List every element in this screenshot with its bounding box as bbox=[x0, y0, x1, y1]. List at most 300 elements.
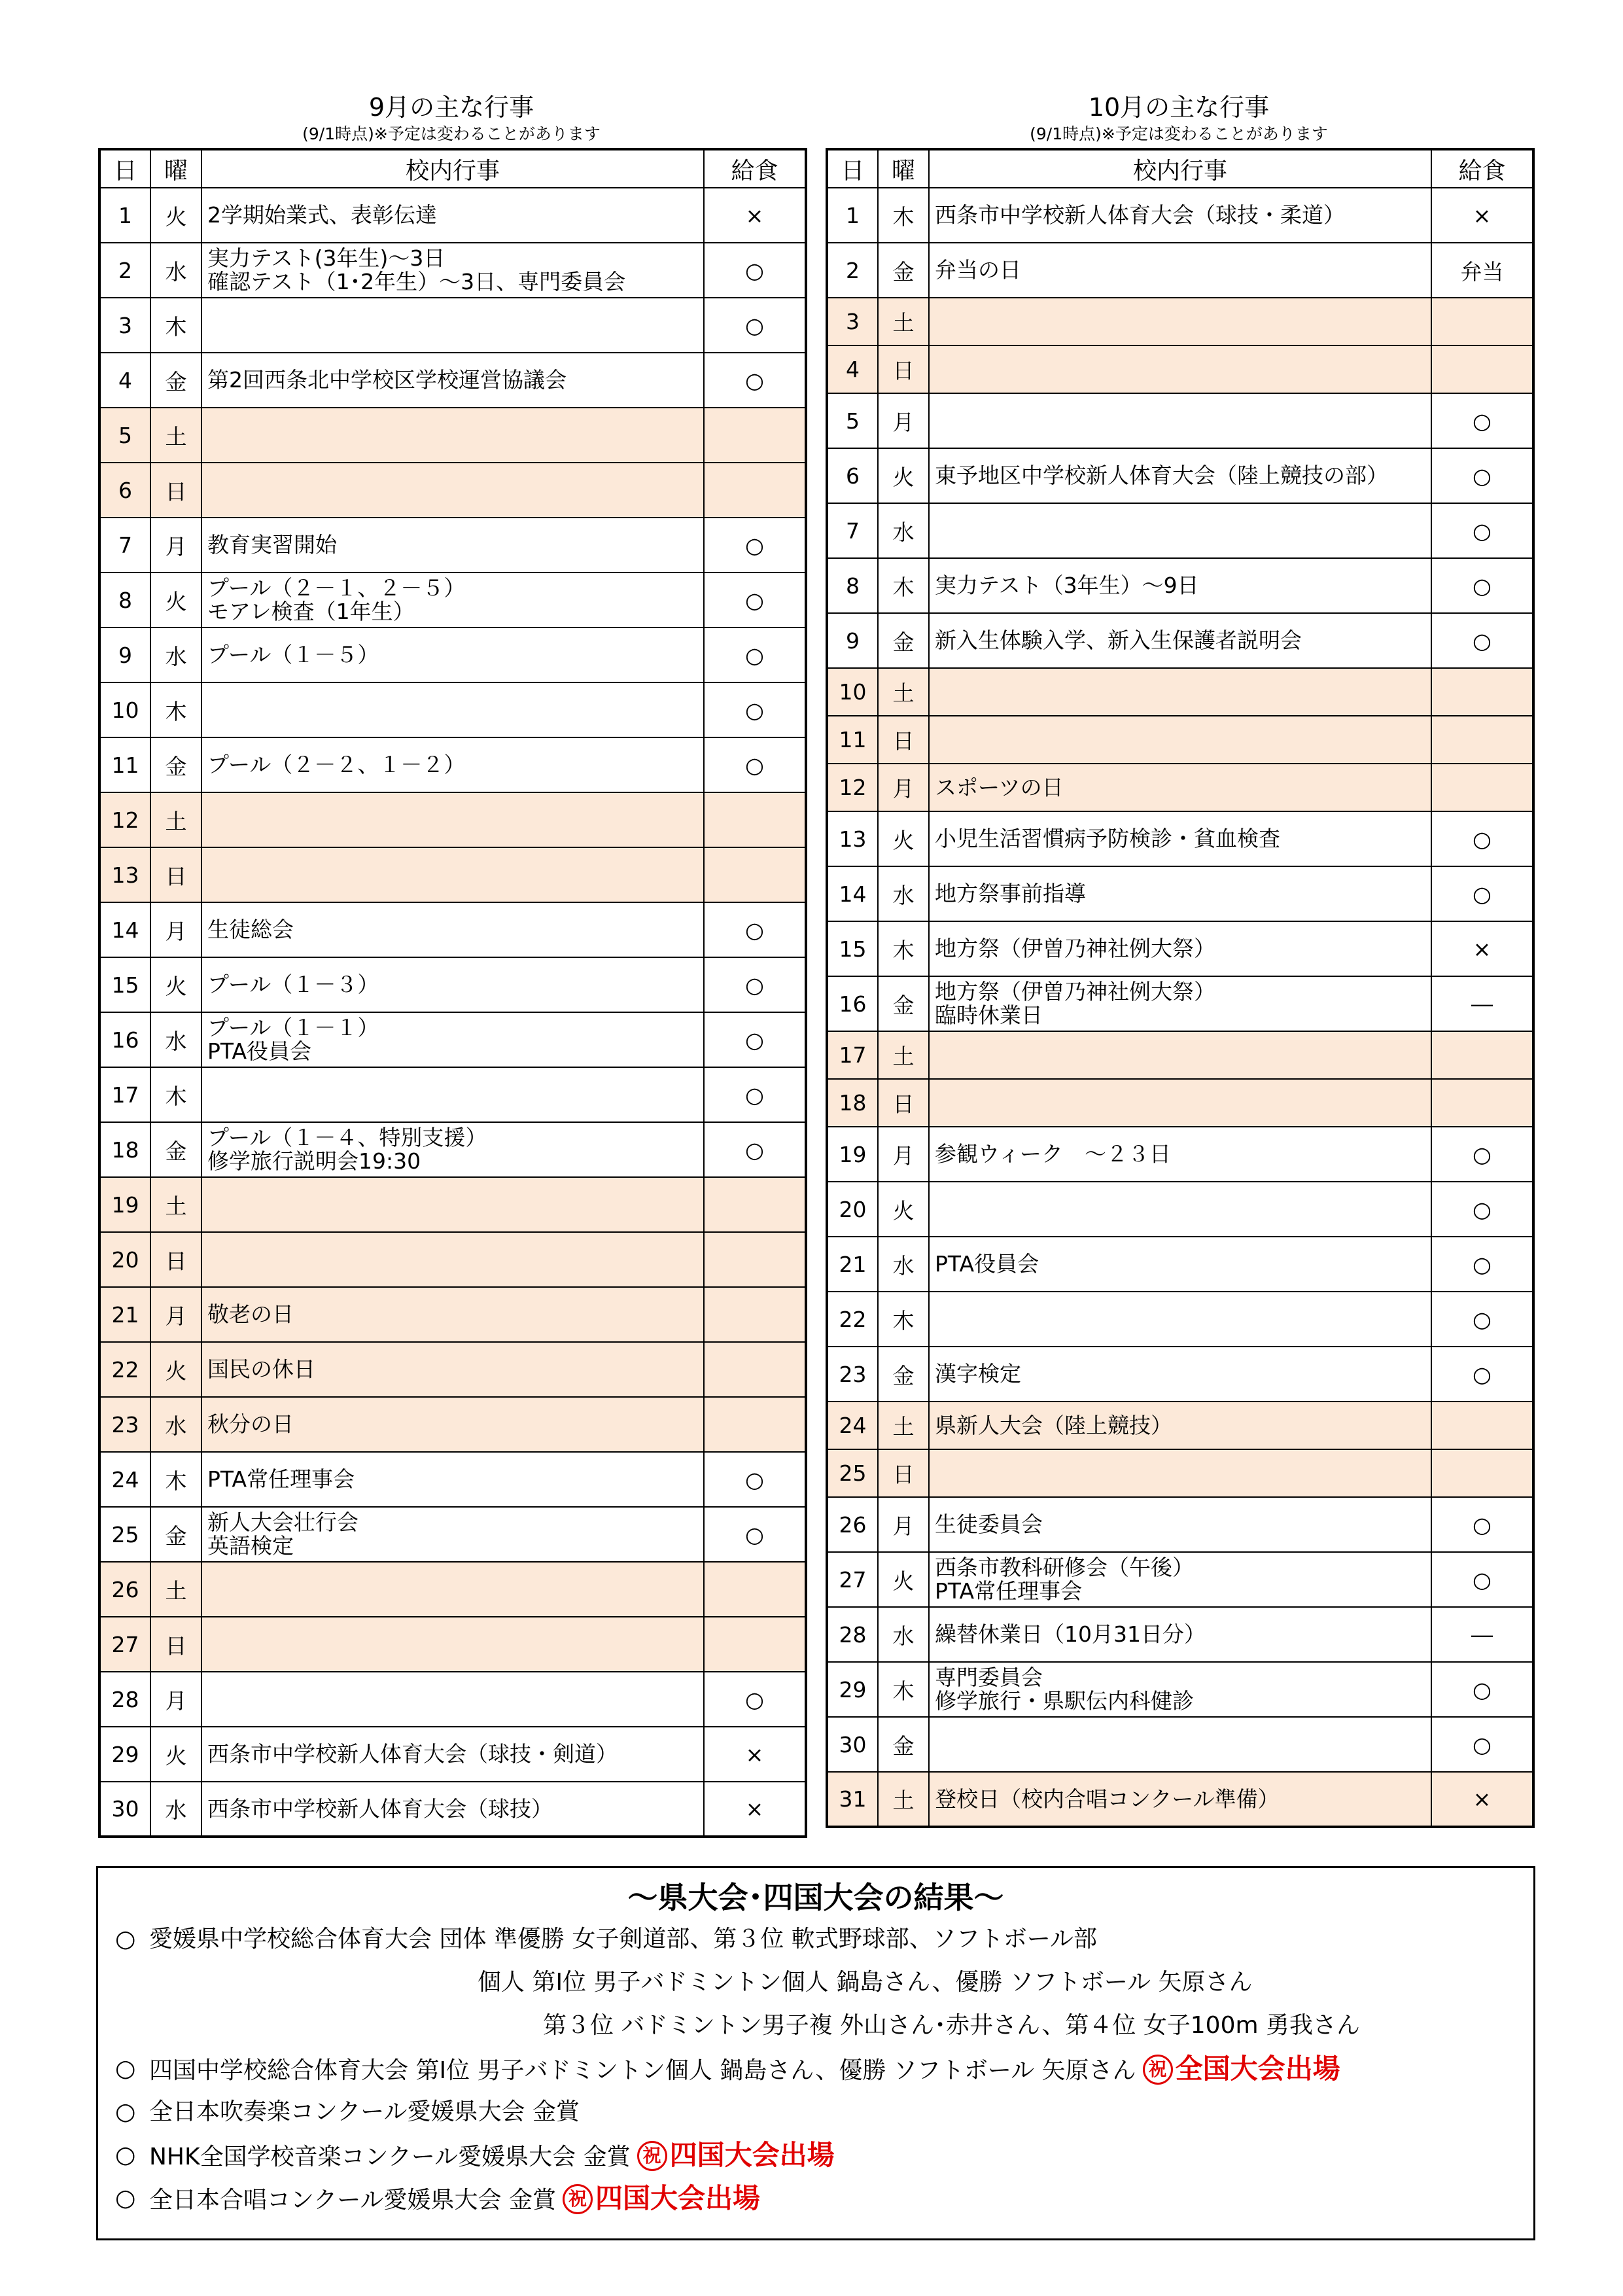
result-line bbox=[98, 1961, 1533, 2004]
event-line: 繰替休業日（10月31日分） bbox=[935, 1621, 1206, 1647]
october-title: 10月の主な行事 bbox=[1088, 93, 1270, 122]
table-row bbox=[827, 764, 1533, 811]
table-row bbox=[827, 866, 1533, 921]
weekday-cell: 月 bbox=[878, 1127, 929, 1182]
events-cell bbox=[201, 1452, 704, 1507]
weekday-cell: 木 bbox=[150, 298, 201, 353]
event-line: 参観ウィーク ～２３日 bbox=[935, 1141, 1172, 1167]
events-cell bbox=[929, 1079, 1431, 1127]
table-row bbox=[99, 463, 806, 518]
lunch-cell: ○ bbox=[1431, 1182, 1533, 1237]
weekday-cell: 土 bbox=[878, 668, 929, 716]
day-cell: 19 bbox=[99, 1177, 150, 1232]
events-cell bbox=[929, 1449, 1431, 1497]
day-cell: 12 bbox=[827, 764, 878, 811]
weekday-cell: 金 bbox=[878, 1347, 929, 1402]
lunch-cell bbox=[704, 463, 806, 518]
day-cell: 4 bbox=[99, 353, 150, 408]
day-cell: 23 bbox=[827, 1347, 878, 1402]
event-line: 漢字検定 bbox=[935, 1361, 1021, 1386]
table-row bbox=[99, 353, 806, 408]
event-line: 2学期始業式、表彰伝達 bbox=[207, 202, 437, 228]
weekday-cell: 土 bbox=[150, 1177, 201, 1232]
event-line: 新人大会壮行会 bbox=[207, 1510, 358, 1535]
event-line: 地方祭（伊曽乃神社例大祭） bbox=[935, 936, 1215, 961]
events-cell bbox=[929, 811, 1431, 866]
event-line: 西条市教科研修会（午後） bbox=[935, 1555, 1194, 1580]
table-row bbox=[99, 1122, 806, 1177]
lunch-cell: × bbox=[1431, 921, 1533, 976]
events-cell bbox=[929, 668, 1431, 716]
lunch-cell bbox=[1431, 1402, 1533, 1449]
weekday-cell: 土 bbox=[878, 1772, 929, 1827]
result-text: 四国中学校総合体育大会 第Ⅰ位 男子バドミントン個人 鍋島さん、優勝 ソフトボール 矢原さん bbox=[149, 2057, 1136, 2084]
table-row bbox=[99, 1672, 806, 1727]
lunch-cell: ○ bbox=[704, 1672, 806, 1727]
qualification-highlight: 四国大会出場 bbox=[595, 2182, 761, 2214]
event-line: 修学旅行・県駅伝内科健診 bbox=[935, 1688, 1194, 1714]
events-cell bbox=[201, 518, 704, 573]
lunch-cell bbox=[704, 1397, 806, 1452]
day-cell: 1 bbox=[827, 188, 878, 243]
table-row bbox=[99, 1232, 806, 1287]
events-cell bbox=[201, 1562, 704, 1617]
day-cell: 3 bbox=[99, 298, 150, 353]
lunch-cell: 弁当 bbox=[1431, 243, 1533, 298]
events-cell bbox=[201, 1617, 704, 1672]
september-note: (9/1時点)※予定は変わることがあります bbox=[302, 124, 601, 143]
day-cell: 6 bbox=[99, 463, 150, 518]
weekday-cell: 木 bbox=[150, 1452, 201, 1507]
event-line: 県新人大会（陸上競技） bbox=[935, 1412, 1172, 1438]
day-cell: 2 bbox=[827, 243, 878, 298]
weekday-cell: 火 bbox=[878, 448, 929, 503]
events-cell bbox=[929, 1772, 1431, 1827]
header-weekday: 曜 bbox=[150, 149, 201, 188]
weekday-cell: 火 bbox=[878, 1552, 929, 1607]
weekday-cell: 土 bbox=[150, 1562, 201, 1617]
table-row bbox=[99, 627, 806, 682]
weekday-cell: 火 bbox=[150, 573, 201, 627]
lunch-cell bbox=[704, 792, 806, 847]
weekday-cell: 金 bbox=[150, 737, 201, 792]
events-cell bbox=[201, 1067, 704, 1122]
events-cell bbox=[929, 188, 1431, 243]
lunch-cell: ○ bbox=[1431, 1662, 1533, 1717]
result-text: NHK全国学校音楽コンクール愛媛県大会 金賞 bbox=[149, 2144, 631, 2170]
events-cell bbox=[201, 1232, 704, 1287]
event-line: 地方祭（伊曽乃神社例大祭） bbox=[935, 979, 1215, 1004]
event-line: 国民の休日 bbox=[207, 1356, 315, 1382]
weekday-cell: 土 bbox=[878, 1402, 929, 1449]
lunch-cell: ○ bbox=[704, 1012, 806, 1067]
events-cell bbox=[201, 463, 704, 518]
weekday-cell: 水 bbox=[150, 1782, 201, 1837]
lunch-cell bbox=[1431, 668, 1533, 716]
table-row bbox=[827, 1127, 1533, 1182]
weekday-cell: 月 bbox=[150, 1287, 201, 1342]
weekday-cell: 金 bbox=[150, 353, 201, 408]
table-row bbox=[99, 573, 806, 627]
table-row bbox=[99, 847, 806, 902]
lunch-cell: ○ bbox=[704, 1452, 806, 1507]
weekday-cell: 日 bbox=[878, 1079, 929, 1127]
table-row bbox=[99, 298, 806, 353]
weekday-cell: 日 bbox=[150, 1617, 201, 1672]
event-line: プール（１－１） bbox=[207, 1015, 379, 1040]
day-cell: 27 bbox=[99, 1617, 150, 1672]
lunch-cell bbox=[704, 1562, 806, 1617]
events-cell bbox=[929, 1127, 1431, 1182]
table-row bbox=[827, 345, 1533, 393]
result-text-wrap bbox=[149, 2134, 835, 2179]
events-cell bbox=[929, 1607, 1431, 1662]
events-cell bbox=[929, 243, 1431, 298]
day-cell: 19 bbox=[827, 1127, 878, 1182]
weekday-cell: 水 bbox=[878, 503, 929, 558]
events-cell bbox=[929, 448, 1431, 503]
lunch-cell: ○ bbox=[704, 957, 806, 1012]
result-line bbox=[98, 2177, 1533, 2220]
day-cell: 1 bbox=[99, 188, 150, 243]
result-text: 愛媛県中学校総合体育大会 団体 準優勝 女子剣道部、第３位 軟式野球部、ソフトボール部 bbox=[149, 1926, 1098, 1952]
day-cell: 25 bbox=[827, 1449, 878, 1497]
weekday-cell: 火 bbox=[150, 957, 201, 1012]
events-cell bbox=[929, 921, 1431, 976]
events-cell bbox=[929, 1347, 1431, 1402]
event-line: プール（１－４、特別支援） bbox=[207, 1125, 487, 1150]
weekday-cell: 土 bbox=[878, 1031, 929, 1079]
day-cell: 27 bbox=[827, 1552, 878, 1607]
day-cell: 9 bbox=[99, 627, 150, 682]
event-line: 新入生体験入学、新入生保護者説明会 bbox=[935, 627, 1302, 653]
lunch-cell bbox=[704, 1177, 806, 1232]
day-cell: 24 bbox=[99, 1452, 150, 1507]
event-line: プール（２－２、１－２） bbox=[207, 752, 466, 777]
weekday-cell: 月 bbox=[878, 1497, 929, 1552]
lunch-cell: ○ bbox=[1431, 503, 1533, 558]
results-title: ～県大会･四国大会の結果～ bbox=[627, 1880, 1004, 1915]
day-cell: 20 bbox=[99, 1232, 150, 1287]
bullet-mark: ○ bbox=[115, 2098, 136, 2125]
day-cell: 24 bbox=[827, 1402, 878, 1449]
october-note: (9/1時点)※予定は変わることがあります bbox=[1030, 124, 1328, 143]
weekday-cell: 火 bbox=[150, 1727, 201, 1782]
weekday-cell: 木 bbox=[150, 1067, 201, 1122]
table-row bbox=[99, 1452, 806, 1507]
table-row bbox=[827, 1402, 1533, 1449]
september-title: 9月の主な行事 bbox=[368, 93, 534, 122]
day-cell: 31 bbox=[827, 1772, 878, 1827]
weekday-cell: 日 bbox=[878, 1449, 929, 1497]
weekday-cell: 日 bbox=[150, 847, 201, 902]
weekday-cell: 火 bbox=[150, 1342, 201, 1397]
lunch-cell bbox=[1431, 345, 1533, 393]
table-row bbox=[827, 668, 1533, 716]
lunch-cell: ○ bbox=[1431, 613, 1533, 668]
events-cell bbox=[929, 345, 1431, 393]
lunch-cell: × bbox=[704, 1727, 806, 1782]
lunch-cell: ○ bbox=[704, 243, 806, 298]
result-text-wrap bbox=[149, 2091, 580, 2134]
weekday-cell: 月 bbox=[150, 518, 201, 573]
lunch-cell: ○ bbox=[1431, 448, 1533, 503]
weekday-cell: 月 bbox=[878, 764, 929, 811]
lunch-cell: ― bbox=[1431, 976, 1533, 1031]
event-line: モアレ検査（1年生） bbox=[207, 599, 415, 624]
events-cell bbox=[929, 1292, 1431, 1347]
weekday-cell: 木 bbox=[878, 188, 929, 243]
lunch-cell: ○ bbox=[1431, 1127, 1533, 1182]
table-row bbox=[99, 1342, 806, 1397]
result-line bbox=[98, 1918, 1533, 1961]
result-text: 全日本合唱コンクール愛媛県大会 金賞 bbox=[149, 2187, 557, 2214]
events-cell bbox=[201, 737, 704, 792]
weekday-cell: 金 bbox=[150, 1122, 201, 1177]
lunch-cell bbox=[1431, 1079, 1533, 1127]
event-line: 英語検定 bbox=[207, 1533, 294, 1559]
table-row bbox=[99, 682, 806, 737]
day-cell: 5 bbox=[827, 393, 878, 448]
table-row bbox=[99, 957, 806, 1012]
table-row bbox=[99, 188, 806, 243]
event-line: 小児生活習慣病予防検診・貧血検査 bbox=[935, 826, 1280, 851]
day-cell: 15 bbox=[827, 921, 878, 976]
result-line bbox=[98, 2091, 1533, 2134]
lunch-cell bbox=[704, 847, 806, 902]
day-cell: 2 bbox=[99, 243, 150, 298]
day-cell: 29 bbox=[827, 1662, 878, 1717]
event-line: 確認テスト（1･2年生）～3日、専門委員会 bbox=[207, 269, 626, 294]
event-line: 地方祭事前指導 bbox=[935, 881, 1086, 906]
events-cell bbox=[929, 298, 1431, 345]
events-cell bbox=[929, 613, 1431, 668]
day-cell: 10 bbox=[827, 668, 878, 716]
day-cell: 15 bbox=[99, 957, 150, 1012]
weekday-cell: 木 bbox=[878, 558, 929, 613]
october-schedule bbox=[826, 92, 1532, 1828]
event-line: 実力テスト（3年生）～9日 bbox=[935, 573, 1199, 598]
day-cell: 12 bbox=[99, 792, 150, 847]
weekday-cell: 日 bbox=[150, 1232, 201, 1287]
events-cell bbox=[201, 188, 704, 243]
weekday-cell: 金 bbox=[878, 613, 929, 668]
table-row bbox=[827, 1079, 1533, 1127]
table-row bbox=[827, 1292, 1533, 1347]
event-line: 生徒総会 bbox=[207, 917, 294, 942]
lunch-cell: ○ bbox=[1431, 558, 1533, 613]
day-cell: 23 bbox=[99, 1397, 150, 1452]
lunch-cell: × bbox=[1431, 1772, 1533, 1827]
event-line: 臨時休業日 bbox=[935, 1002, 1043, 1028]
september-table bbox=[98, 148, 807, 1838]
result-text-wrap bbox=[149, 1918, 1097, 1961]
weekday-cell: 水 bbox=[150, 1397, 201, 1452]
events-cell bbox=[929, 558, 1431, 613]
event-line: PTA役員会 bbox=[935, 1251, 1039, 1277]
events-cell bbox=[201, 1672, 704, 1727]
events-cell bbox=[201, 1507, 704, 1562]
day-cell: 10 bbox=[99, 682, 150, 737]
weekday-cell: 水 bbox=[150, 243, 201, 298]
weekday-cell: 火 bbox=[878, 1182, 929, 1237]
event-line: プール（２－１、２－５） bbox=[207, 575, 466, 601]
weekday-cell: 月 bbox=[150, 902, 201, 957]
events-cell bbox=[929, 503, 1431, 558]
result-text-wrap bbox=[478, 1961, 1253, 2004]
table-row bbox=[99, 1012, 806, 1067]
day-cell: 21 bbox=[99, 1287, 150, 1342]
table-row bbox=[99, 737, 806, 792]
table-row bbox=[827, 811, 1533, 866]
lunch-cell: ○ bbox=[704, 627, 806, 682]
weekday-cell: 水 bbox=[150, 627, 201, 682]
lunch-cell: ○ bbox=[1431, 393, 1533, 448]
lunch-cell bbox=[1431, 764, 1533, 811]
weekday-cell: 水 bbox=[878, 1237, 929, 1292]
events-cell bbox=[201, 1397, 704, 1452]
table-row bbox=[99, 1617, 806, 1672]
table-row bbox=[827, 1607, 1533, 1662]
table-row bbox=[99, 1782, 806, 1837]
table-row bbox=[827, 921, 1533, 976]
lunch-cell bbox=[1431, 298, 1533, 345]
header-day: 日 bbox=[99, 149, 150, 188]
table-row bbox=[827, 1497, 1533, 1552]
day-cell: 5 bbox=[99, 408, 150, 463]
lunch-cell: ○ bbox=[704, 902, 806, 957]
events-cell bbox=[201, 1287, 704, 1342]
event-line: PTA常任理事会 bbox=[207, 1466, 355, 1492]
day-cell: 13 bbox=[827, 811, 878, 866]
day-cell: 9 bbox=[827, 613, 878, 668]
events-cell bbox=[201, 243, 704, 298]
table-row bbox=[99, 243, 806, 298]
event-line: 西条市中学校新人体育大会（球技・柔道） bbox=[935, 202, 1345, 228]
table-row bbox=[827, 448, 1533, 503]
events-cell bbox=[201, 847, 704, 902]
day-cell: 8 bbox=[827, 558, 878, 613]
lunch-cell: ○ bbox=[704, 682, 806, 737]
weekday-cell: 土 bbox=[150, 792, 201, 847]
weekday-cell: 月 bbox=[150, 1672, 201, 1727]
day-cell: 3 bbox=[827, 298, 878, 345]
weekday-cell: 水 bbox=[878, 866, 929, 921]
events-cell bbox=[201, 1342, 704, 1397]
day-cell: 14 bbox=[827, 866, 878, 921]
events-cell bbox=[201, 573, 704, 627]
day-cell: 7 bbox=[99, 518, 150, 573]
day-cell: 21 bbox=[827, 1237, 878, 1292]
events-cell bbox=[201, 792, 704, 847]
weekday-cell: 日 bbox=[878, 345, 929, 393]
header-events: 校内行事 bbox=[929, 149, 1431, 188]
result-text: 全日本吹奏楽コンクール愛媛県大会 金賞 bbox=[149, 2098, 580, 2125]
events-cell bbox=[201, 408, 704, 463]
weekday-cell: 日 bbox=[150, 463, 201, 518]
events-cell bbox=[929, 1552, 1431, 1607]
day-cell: 7 bbox=[827, 503, 878, 558]
result-text-wrap bbox=[149, 2177, 760, 2222]
events-cell bbox=[929, 1662, 1431, 1717]
weekday-cell: 土 bbox=[150, 408, 201, 463]
event-line: 実力テスト(3年生)～3日 bbox=[207, 245, 445, 271]
weekday-cell: 金 bbox=[878, 976, 929, 1031]
weekday-cell: 木 bbox=[878, 921, 929, 976]
weekday-cell: 火 bbox=[878, 811, 929, 866]
lunch-cell: ○ bbox=[704, 353, 806, 408]
events-cell bbox=[201, 298, 704, 353]
day-cell: 30 bbox=[99, 1782, 150, 1837]
events-cell bbox=[201, 627, 704, 682]
day-cell: 30 bbox=[827, 1717, 878, 1772]
table-row bbox=[827, 1552, 1533, 1607]
table-row bbox=[827, 1449, 1533, 1497]
table-row bbox=[827, 503, 1533, 558]
lunch-cell bbox=[1431, 1031, 1533, 1079]
event-line: プール（１－５） bbox=[207, 642, 379, 667]
lunch-cell: ○ bbox=[1431, 1717, 1533, 1772]
lunch-cell bbox=[704, 408, 806, 463]
table-row bbox=[99, 1397, 806, 1452]
events-cell bbox=[201, 1782, 704, 1837]
table-row bbox=[827, 1717, 1533, 1772]
events-cell bbox=[929, 1031, 1431, 1079]
header-day: 日 bbox=[827, 149, 878, 188]
table-row bbox=[827, 393, 1533, 448]
event-line: 東予地区中学校新人体育大会（陸上競技の部） bbox=[935, 463, 1388, 488]
lunch-cell: ○ bbox=[1431, 811, 1533, 866]
day-cell: 8 bbox=[99, 573, 150, 627]
day-cell: 26 bbox=[827, 1497, 878, 1552]
weekday-cell: 火 bbox=[150, 188, 201, 243]
day-cell: 17 bbox=[99, 1067, 150, 1122]
lunch-cell: ○ bbox=[1431, 1292, 1533, 1347]
events-cell bbox=[929, 1402, 1431, 1449]
header-weekday: 曜 bbox=[878, 149, 929, 188]
table-row bbox=[99, 518, 806, 573]
weekday-cell: 水 bbox=[878, 1607, 929, 1662]
day-cell: 22 bbox=[99, 1342, 150, 1397]
events-cell bbox=[929, 866, 1431, 921]
events-cell bbox=[201, 353, 704, 408]
lunch-cell: ― bbox=[1431, 1607, 1533, 1662]
lunch-cell: ○ bbox=[1431, 1552, 1533, 1607]
table-row bbox=[827, 558, 1533, 613]
header-lunch: 給食 bbox=[1431, 149, 1533, 188]
result-line bbox=[98, 2047, 1533, 2091]
qualification-highlight: 全国大会出場 bbox=[1175, 2053, 1340, 2085]
result-text-wrap bbox=[149, 2047, 1340, 2093]
table-row bbox=[99, 1727, 806, 1782]
lunch-cell: ○ bbox=[1431, 1347, 1533, 1402]
day-cell: 4 bbox=[827, 345, 878, 393]
lunch-cell bbox=[704, 1617, 806, 1672]
table-row bbox=[827, 1772, 1533, 1827]
table-row bbox=[99, 1562, 806, 1617]
table-row bbox=[827, 613, 1533, 668]
day-cell: 26 bbox=[99, 1562, 150, 1617]
table-row bbox=[99, 1287, 806, 1342]
result-line bbox=[98, 2004, 1533, 2047]
celebration-icon: 祝 bbox=[637, 2141, 667, 2171]
events-cell bbox=[929, 716, 1431, 764]
lunch-cell: × bbox=[704, 1782, 806, 1837]
celebration-icon: 祝 bbox=[563, 2184, 593, 2214]
events-cell bbox=[929, 1182, 1431, 1237]
lunch-cell: ○ bbox=[704, 573, 806, 627]
event-line: 西条市中学校新人体育大会（球技） bbox=[207, 1795, 553, 1822]
